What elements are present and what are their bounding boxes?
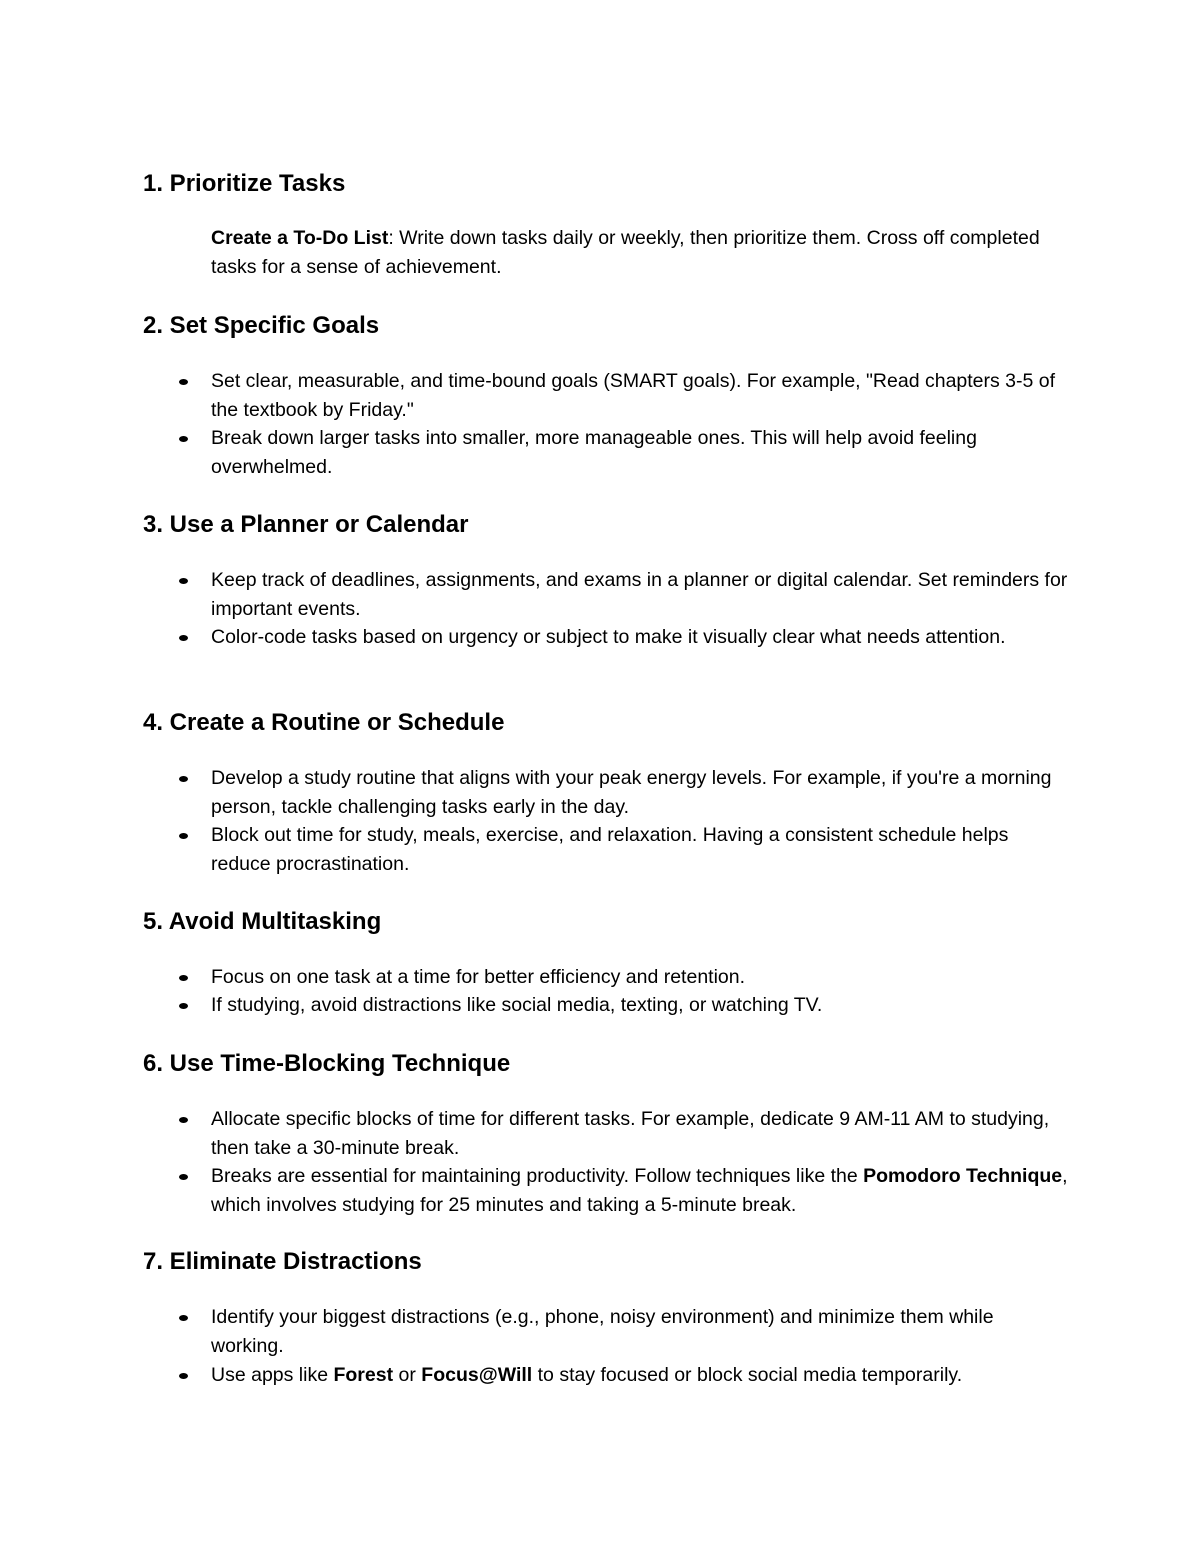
list-item: Develop a study routine that aligns with your peak energy levels. For example, if you're a morning person, tackle challenging tasks early in the day. [211, 767, 1052, 818]
paragraph-todo-list [211, 224, 1071, 281]
list-item: Color-code tasks based on urgency or subject to make it visually clear what needs attention. [211, 626, 1006, 648]
section-heading-avoid-multitasking: 5. Avoid Multitasking [143, 908, 382, 935]
list-item: Keep track of deadlines, assignments, and exams in a planner or digital calendar. Set reminders for important events. [211, 569, 1068, 620]
list-item [211, 1162, 1071, 1219]
bullet-icon [179, 776, 188, 782]
list-item-text: Use apps like [211, 1364, 334, 1386]
section-heading-eliminate-distractions: 7. Eliminate Distractions [143, 1248, 422, 1275]
list-item: Block out time for study, meals, exercise, and relaxation. Having a consistent schedule helps reduce procrastination. [211, 824, 1009, 875]
bullet-icon [179, 436, 188, 442]
bullet-icon [179, 1117, 188, 1123]
list-item: Set clear, measurable, and time-bound goals (SMART goals). For example, "Read chapters 3-5 of the textbook by Friday." [211, 370, 1056, 421]
section-heading-set-specific-goals: 2. Set Specific Goals [143, 312, 380, 339]
bullet-icon [179, 1174, 188, 1180]
list-item-text: or [393, 1364, 422, 1386]
bullet-icon [179, 1315, 188, 1321]
bullet-icon [179, 635, 188, 641]
bullet-icon [179, 975, 188, 981]
list-item: Allocate specific blocks of time for different tasks. For example, dedicate 9 AM-11 AM to studying, then take a 30-minute break. [211, 1108, 1050, 1159]
section-heading-routine-schedule: 4. Create a Routine or Schedule [143, 709, 505, 736]
list-item: Identify your biggest distractions (e.g., phone, noisy environment) and minimize them while working. [211, 1306, 994, 1357]
section-heading-prioritize-tasks: 1. Prioritize Tasks [143, 170, 346, 197]
bullet-icon [179, 379, 188, 385]
term-forest: Forest [333, 1364, 394, 1386]
list-item-text: to stay focused or block social media temporarily. [532, 1364, 963, 1386]
list-item [211, 1361, 1071, 1390]
section-heading-planner-calendar: 3. Use a Planner or Calendar [143, 511, 469, 538]
list-item: Break down larger tasks into smaller, more manageable ones. This will help avoid feeling overwhelmed. [211, 427, 977, 478]
term-focus-at-will: Focus@Will [421, 1364, 533, 1386]
list-item: If studying, avoid distractions like social media, texting, or watching TV. [211, 994, 823, 1016]
list-item-text: , which involves studying for 25 minutes and taking a 5-minute break. [211, 1165, 1068, 1216]
bullet-icon [179, 1003, 188, 1009]
list-item-text: Breaks are essential for maintaining productivity. Follow techniques like the [211, 1165, 864, 1187]
term-create-todo-list: Create a To-Do List [211, 227, 389, 249]
term-pomodoro-technique: Pomodoro Technique [863, 1165, 1063, 1187]
bullet-icon [179, 578, 188, 584]
section-heading-time-blocking: 6. Use Time-Blocking Technique [143, 1050, 511, 1077]
paragraph-text: : Write down tasks daily or weekly, then prioritize them. Cross off completed tasks for a sense of achievement. [211, 227, 1040, 278]
bullet-icon [179, 1373, 188, 1379]
list-item: Focus on one task at a time for better efficiency and retention. [211, 966, 746, 988]
bullet-icon [179, 833, 188, 839]
